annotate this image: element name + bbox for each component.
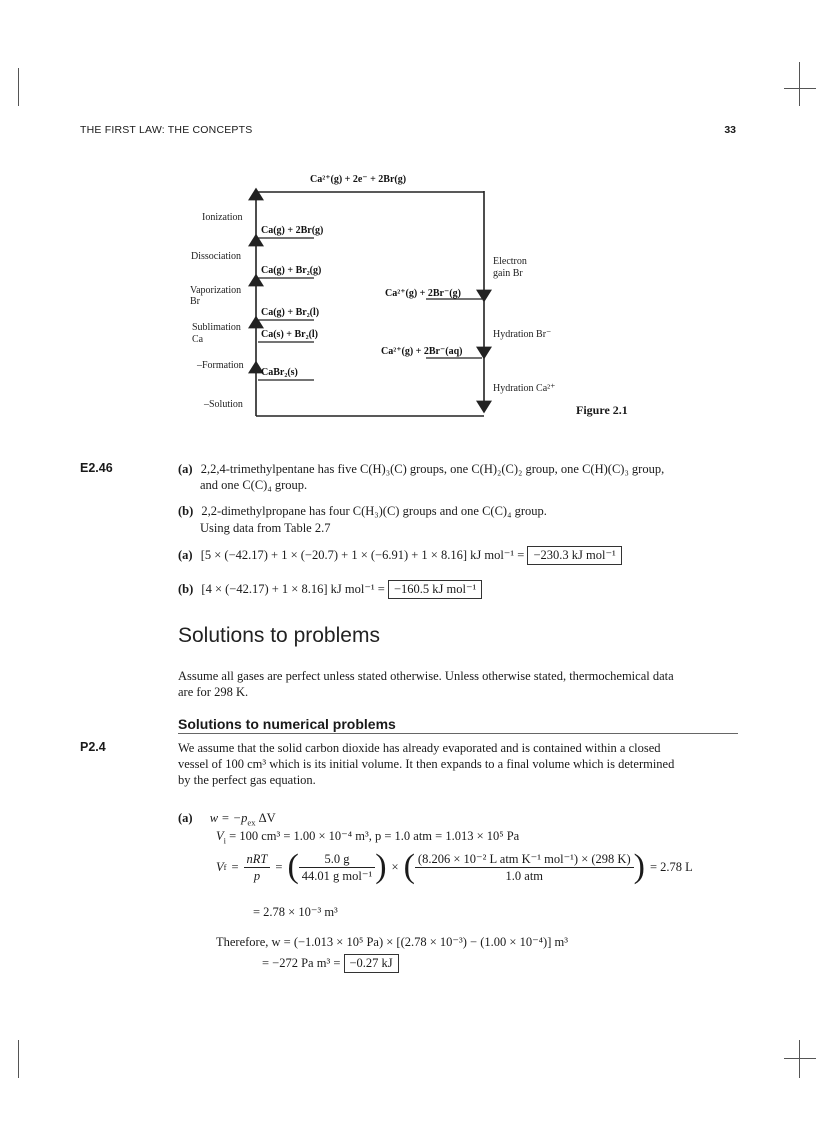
eq-vf: V f = $\frac{\text{nRT}}{p}$ = ( $\frac{5.0 g}{\text{44.01 g mol⁻¹}}$ ) × ( $\frac{\text{(8.206 × 10⁻² L atm K⁻¹ mol⁻¹) × (298 K)}}{\text{1.0 atm}}$ ) = 2.78 L xyxy=(216,848,693,885)
exercise-a-text-2: and one C(C)₄ group. xyxy=(200,478,308,492)
final-expr: = −272 Pa m³ = xyxy=(262,956,341,970)
label-electron: Electron xyxy=(493,256,527,267)
part-label: (b) xyxy=(178,582,194,596)
exercise-tag: E2.46 xyxy=(80,461,113,475)
page-number: 33 xyxy=(724,124,736,136)
calc-b-expr: [4 × (−42.17) + 1 × 8.16] kJ mol⁻¹ = xyxy=(201,582,385,596)
subsection-rule xyxy=(178,733,738,734)
vf-result: = 2.78 L xyxy=(649,860,693,874)
eq-w: w = −p xyxy=(209,811,248,825)
problem-text-2: vessel of 100 cm³ which is its initial volume. It then expands to a final volume which is determined xyxy=(178,757,675,771)
problem-tag: P2.4 xyxy=(80,740,106,754)
label-hydration-ca: Hydration Ca²⁺ xyxy=(493,383,556,394)
frac-nrt: $\frac{\text{nRT}}{p}$ xyxy=(244,851,271,884)
label-sublimation: Sublimation xyxy=(192,322,241,333)
species-ionization: Ca(g) + 2Br(g) xyxy=(261,225,324,236)
crop-mark xyxy=(18,68,19,106)
label-solution: –Solution xyxy=(204,399,243,410)
eq-vi-symbol: V xyxy=(216,829,224,843)
subsection-title: Solutions to numerical problems xyxy=(178,716,396,732)
label-dissociation: Dissociation xyxy=(191,251,241,262)
species-sublimation: Ca(s) + Br₂(l) xyxy=(261,329,319,340)
running-header: THE FIRST LAW: THE CONCEPTS xyxy=(80,124,253,136)
eq-vf-symbol: V xyxy=(216,860,224,874)
crop-mark xyxy=(799,1040,800,1078)
label-sublimation-ca: Ca xyxy=(192,334,204,345)
species-electron-gain: Ca²⁺(g) + 2Br⁻(g) xyxy=(385,288,461,299)
calc-b xyxy=(178,580,482,599)
exercise-b-text: 2,2-dimethylpropane has four C(H₃)(C) groups and one C(C)₄ group. xyxy=(201,504,547,518)
eq-work xyxy=(178,810,276,826)
label-vaporization: Vaporization xyxy=(190,285,242,296)
final-result: −0.27 kJ xyxy=(344,954,399,973)
part-label: (a) xyxy=(178,811,193,825)
using-data: Using data from Table 2.7 xyxy=(200,521,331,535)
species-hydration: Ca²⁺(g) + 2Br⁻(aq) xyxy=(381,346,463,357)
crop-mark xyxy=(784,1058,816,1059)
result-b: −160.5 kJ mol⁻¹ xyxy=(388,580,482,599)
eq-w-sub: ex xyxy=(247,817,256,828)
label-formation: –Formation xyxy=(197,360,244,371)
intro-text-1: Assume all gases are perfect unless stated otherwise. Unless otherwise stated, thermochemical data xyxy=(178,669,674,683)
part-label: (a) xyxy=(178,462,193,476)
label-ionization: Ionization xyxy=(202,212,243,223)
exercise-a-text: 2,2,4-trimethylpentane has five C(H)₃(C) groups, one C(H)₂(C)₂ group, one C(H)(C)₃ group, xyxy=(200,462,665,476)
problem-text-3: by the perfect gas equation. xyxy=(178,773,316,787)
top-species: Ca²⁺(g) + 2e⁻ + 2Br(g) xyxy=(310,174,407,185)
part-label: (a) xyxy=(178,548,193,562)
label-vaporization-br: Br xyxy=(190,296,200,307)
calc-a-expr: [5 × (−42.17) + 1 × (−20.7) + 1 × (−6.91) + 1 × 8.16] kJ mol⁻¹ = xyxy=(200,548,525,562)
part-label: (b) xyxy=(178,504,194,518)
problem-text-1: We assume that the solid carbon dioxide has already evaporated and is contained within a closed xyxy=(178,741,661,755)
vf-line2: = 2.78 × 10⁻³ m³ xyxy=(253,905,338,919)
species-dissociation: Ca(g) + Br₂(g) xyxy=(261,265,322,276)
eq-vi-rest: = 100 cm³ = 1.00 × 10⁻⁴ m³, p = 1.0 atm = 1.013 × 10⁵ Pa xyxy=(229,829,520,843)
intro-text-2: are for 298 K. xyxy=(178,685,249,699)
result-a: −230.3 kJ mol⁻¹ xyxy=(527,546,621,565)
exercise-b xyxy=(178,503,547,519)
species-vaporization: Ca(g) + Br₂(l) xyxy=(261,307,320,318)
eq-vi: $V_i = 100$ cm³ = 1.00 × 10⁻⁴ m³, p = 1.0 atm = 1.013 × 10⁵ Pa xyxy=(216,829,520,846)
crop-mark xyxy=(799,62,800,106)
therefore-line: Therefore, w = (−1.013 × 10⁵ Pa) × [(2.78 × 10⁻³) − (1.00 × 10⁻⁴)] m³ xyxy=(216,935,568,949)
crop-mark xyxy=(784,88,816,89)
frac-moles: $\frac{5.0 g}{\text{44.01 g mol⁻¹}}$ xyxy=(299,851,375,884)
figure-caption: Figure 2.1 xyxy=(576,403,628,417)
exercise-a xyxy=(178,461,664,477)
eq-w-end: ΔV xyxy=(258,811,276,825)
crop-mark xyxy=(18,1040,19,1078)
species-formation: CaBr₂(s) xyxy=(261,367,298,378)
section-title: Solutions to problems xyxy=(178,624,380,647)
born-haber-diagram xyxy=(180,160,680,430)
label-hydration-br: Hydration Br⁻ xyxy=(493,329,552,340)
label-gain-br: gain Br xyxy=(493,268,523,279)
frac-gas: $\frac{\text{(8.206 × 10⁻² L atm K⁻¹ mol⁻¹) × (298 K)}}{\text{1.0 atm}}$ xyxy=(415,851,634,884)
final-line xyxy=(262,954,399,973)
calc-a xyxy=(178,546,622,565)
